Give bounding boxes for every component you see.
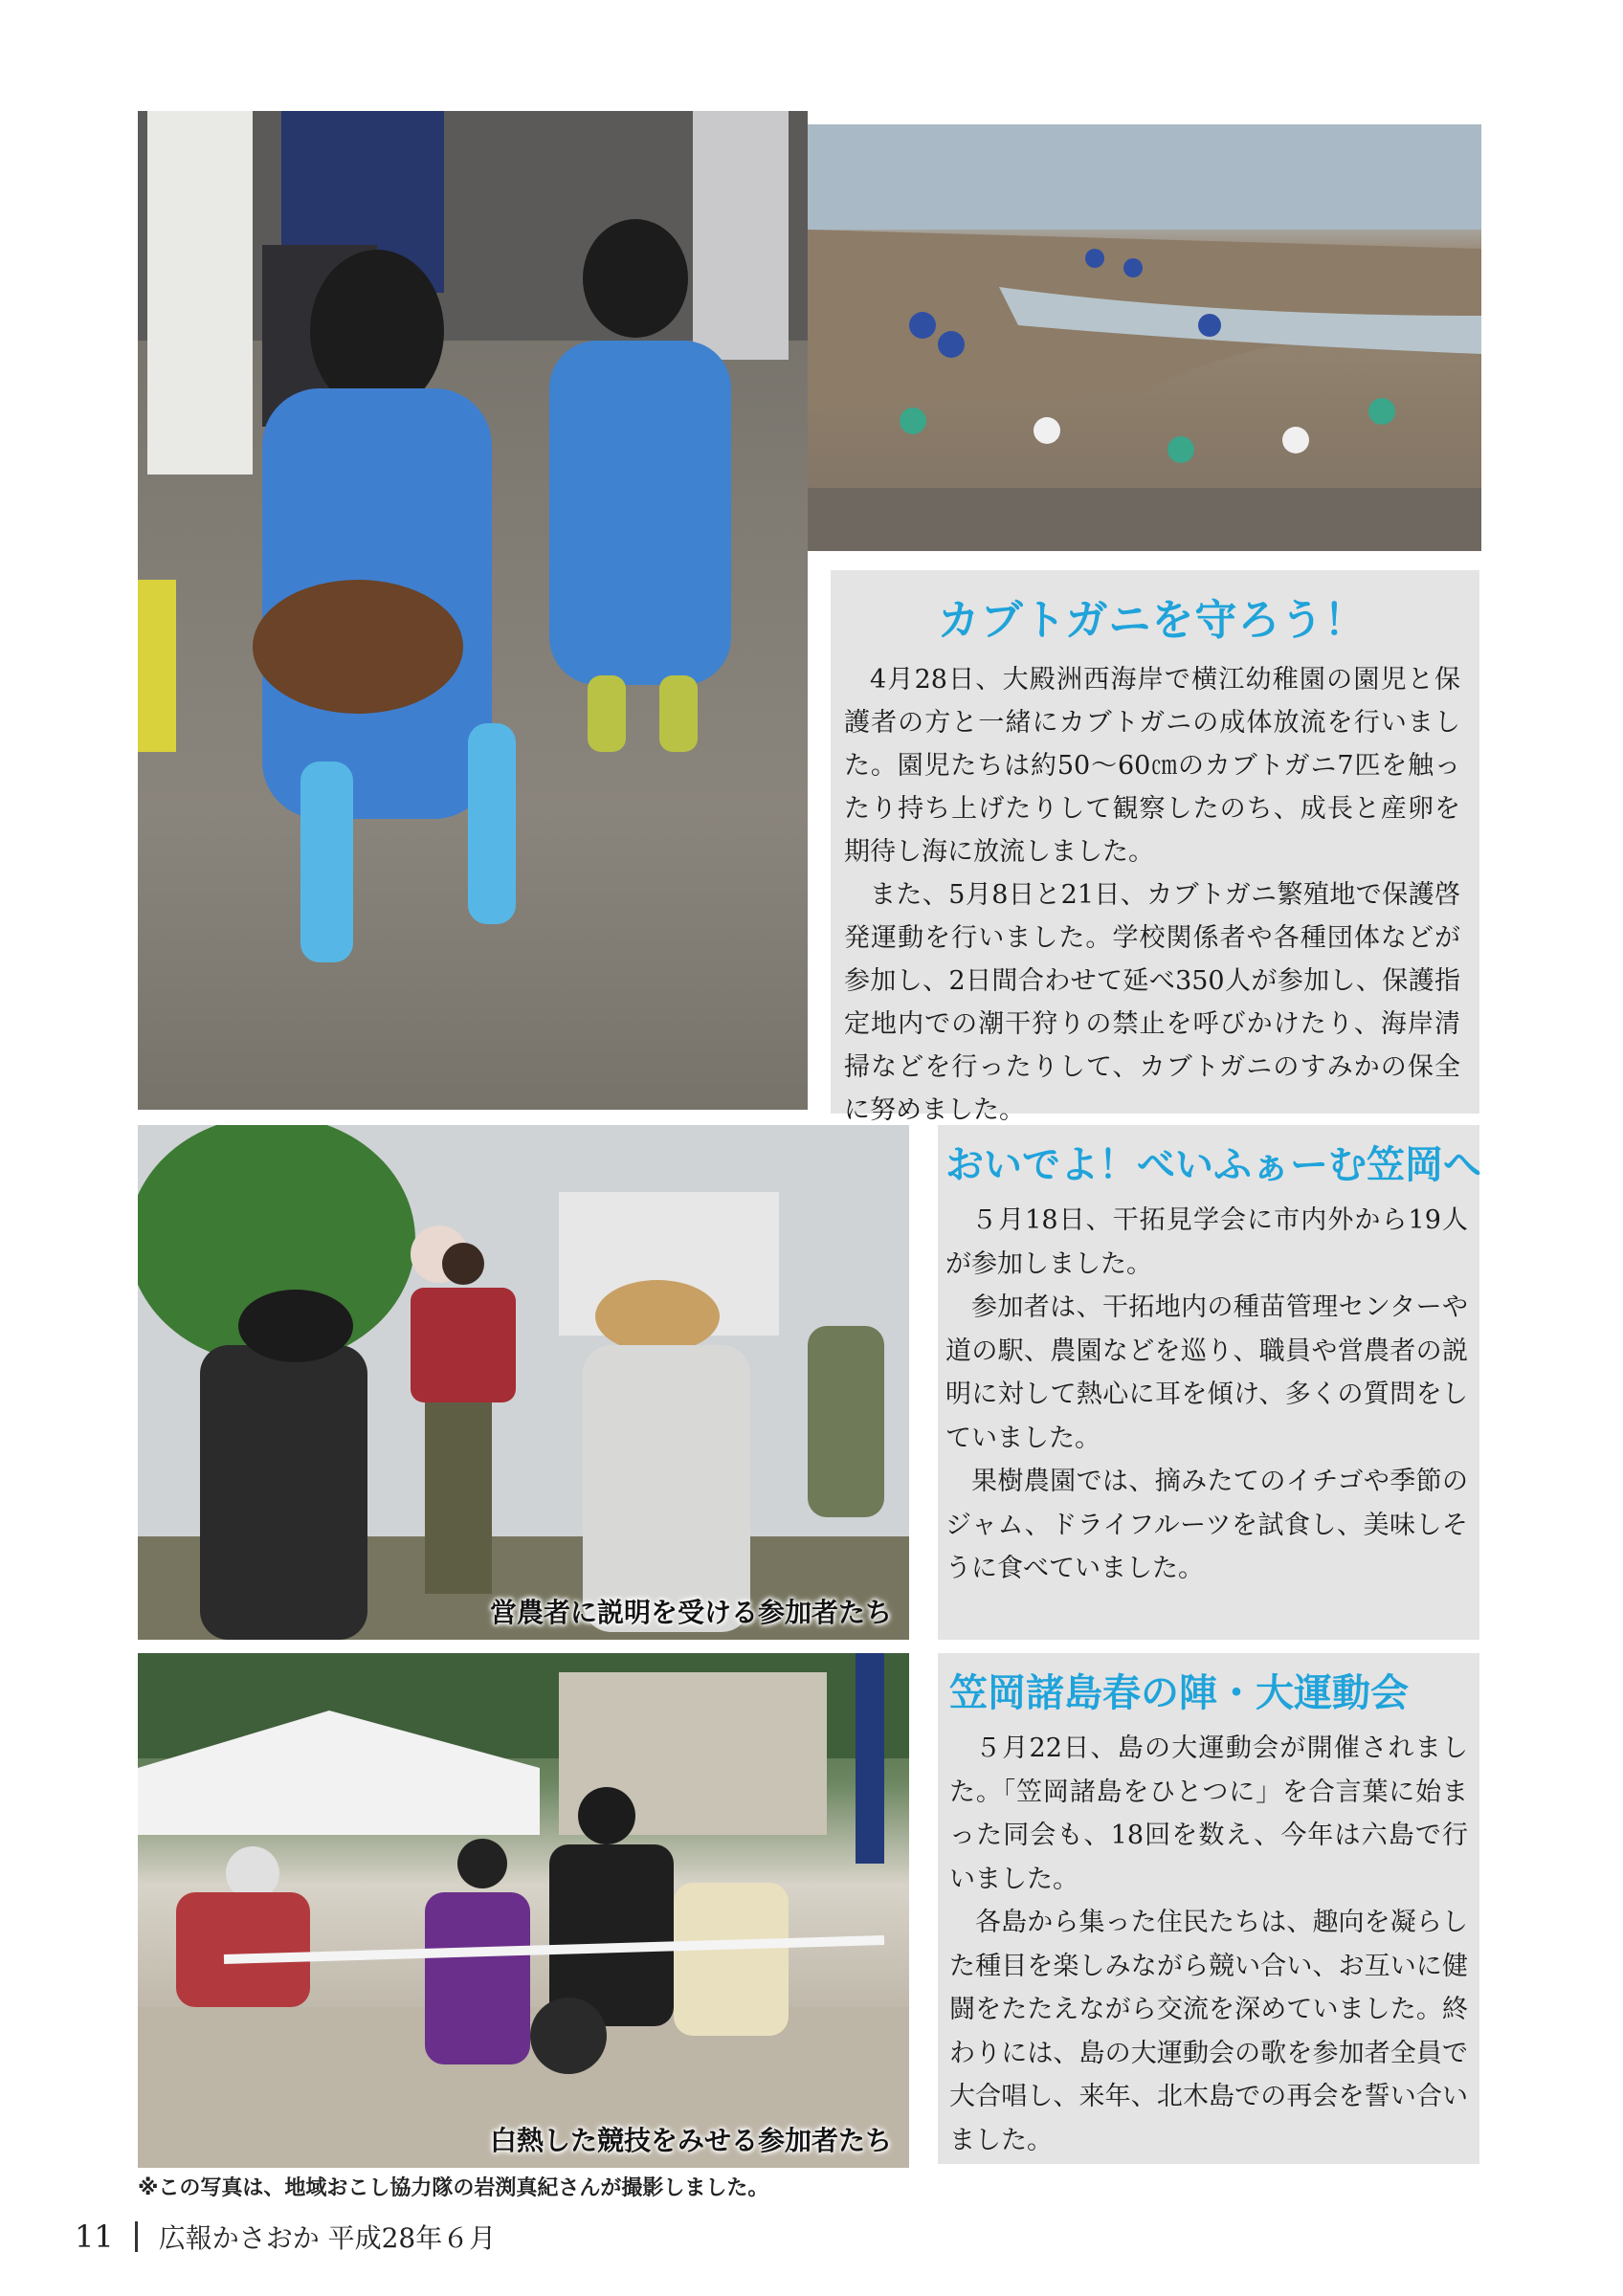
photo-farm-illustration <box>138 1125 909 1640</box>
photo-sports-illustration <box>138 1653 909 2168</box>
article-sports-day-paragraph-1: ５月22日、島の大運動会が開催されました。「笠岡諸島をひとつに」を合言葉に始まった同会も、18回を数え、今年は六島で行いました。 <box>949 1733 1468 1894</box>
article-horseshoe-crab-paragraph-1: 4月28日、大殿洲西海岸で横江幼稚園の園児と保護者の方と一緒にカブトガニの成体放流を行いました。園児たちは約50〜60㎝のカブトガニ7匹を触ったり持ち上げたりして観察したのち、成長と産卵を期待し海に放流しました。 <box>844 665 1460 867</box>
article-bay-farm <box>938 1125 1479 1640</box>
photo-sports-day <box>138 1653 909 2168</box>
article-sports-day <box>938 1653 1479 2164</box>
footer-divider <box>135 2221 138 2252</box>
publication-name: 広報かさおか 平成28年６月 <box>158 2222 497 2254</box>
article-horseshoe-crab-paragraph-2: また、5月8日と21日、カブトガニ繁殖地で保護啓発運動を行いました。学校関係者や各種団体などが参加し、2日間合わせて延べ350人が参加し、保護指定地内での潮干狩りの禁止を呼びかけたり、海岸清掃などを行ったりして、カブトガニのすみかの保全に努めました。 <box>844 880 1460 1125</box>
article-sports-day-title: 笠岡諸島春の陣・大運動会 <box>949 1671 1409 1715</box>
article-bay-farm-paragraph-3: 果樹農園では、摘みたてのイチゴや季節のジャム、ドライフルーツを試食し、美味しそうに食べていました。 <box>945 1467 1468 1583</box>
article-bay-farm-paragraph-2: 参加者は、干拓地内の種苗管理センターや道の駅、農園などを巡り、職員や営農者の説明に対して熱心に耳を傾け、多くの質問をしていました。 <box>945 1292 1468 1453</box>
photo-children-horseshoe-crab <box>138 111 808 1110</box>
page-number: 11 <box>75 2219 114 2255</box>
photo-beach-cleanup <box>808 124 1481 551</box>
article-sports-day-paragraph-2: 各島から集った住民たちは、趣向を凝らした種目を楽しみながら競い合い、お互いに健闘をたたえながら交流を深めていました。終わりには、島の大運動会の歌を参加者全員で大合唱し、来年、北木島での再会を誓い合いました。 <box>949 1908 1468 2155</box>
sports-photo-caption: 白熱した競技をみせる参加者たち <box>489 2125 892 2156</box>
article-horseshoe-crab <box>831 570 1479 1125</box>
farm-photo-caption: 営農者に説明を受ける参加者たち <box>489 1597 892 1628</box>
photo-farm-tour <box>138 1125 909 1640</box>
page-footer <box>75 2218 496 2256</box>
photo-beach-illustration <box>808 124 1481 551</box>
article-bay-farm-title: おいでよ！べいふぁーむ笠岡へ <box>945 1143 1481 1187</box>
photo-credit-note: ※この写真は、地域おこし協力隊の岩渕真紀さんが撮影しました。 <box>138 2176 769 2200</box>
article-horseshoe-crab-title: カブトガニを守ろう！ <box>937 596 1367 645</box>
photo-children-illustration <box>138 111 808 1110</box>
article-bay-farm-paragraph-1: ５月18日、干拓見学会に市内外から19人が参加しました。 <box>945 1205 1468 1279</box>
